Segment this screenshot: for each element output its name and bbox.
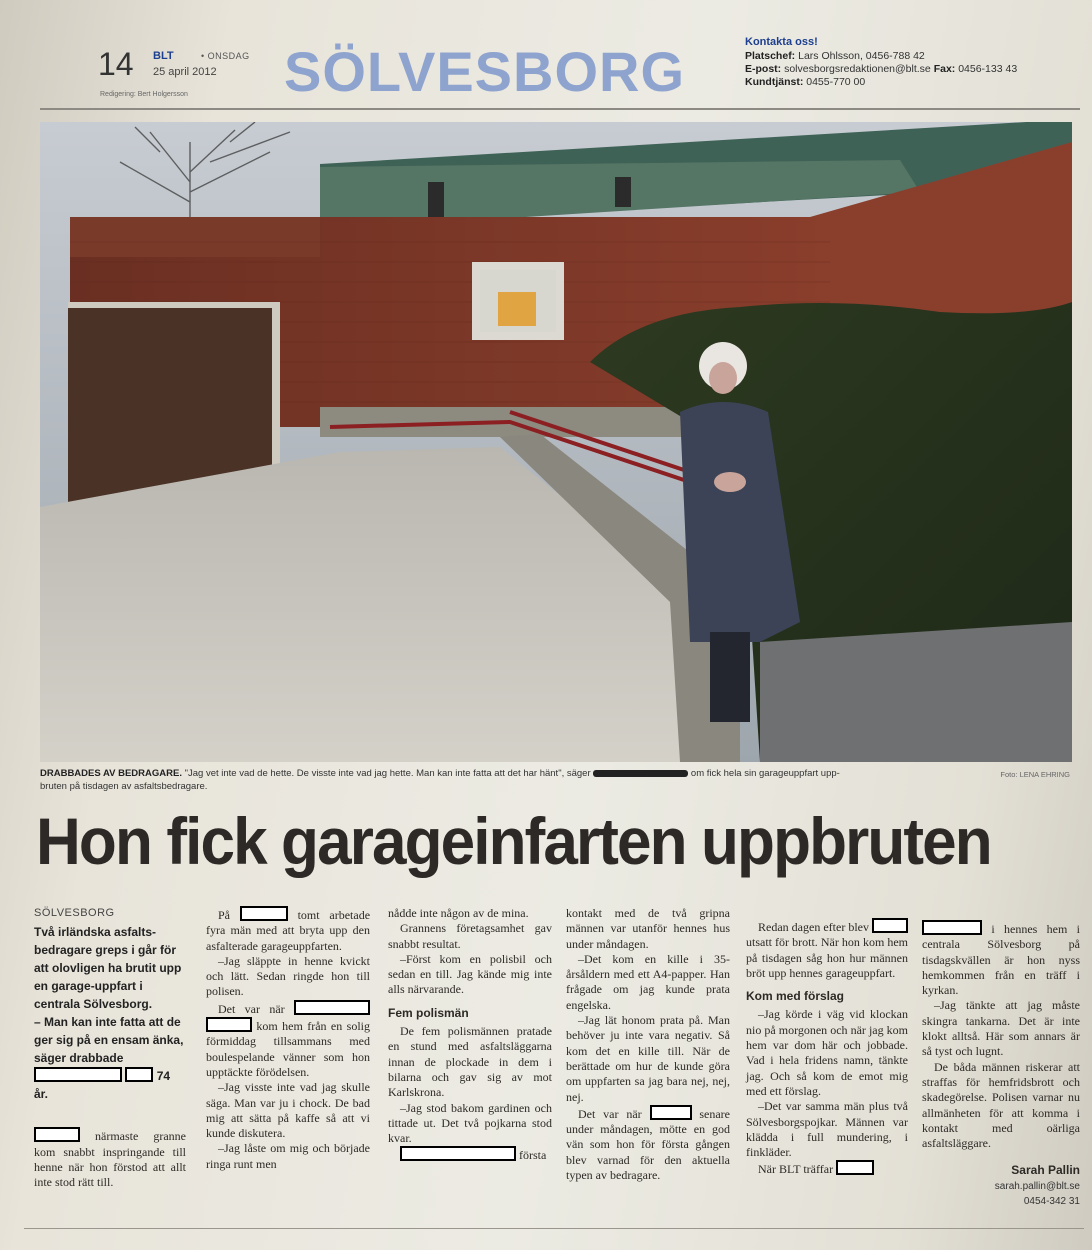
photo-caption: [40, 768, 1070, 794]
redacted-name: [400, 1146, 516, 1161]
redaction-scribble: [593, 770, 688, 777]
paragraph: När BLT träffar: [746, 1160, 908, 1177]
caption-line2: bruten på tisdagen av asfaltsbedragare.: [40, 780, 208, 792]
paragraph: De fem polismännen pratade en stund med asfaltsläggarna innan de plockade in dem i bilarna och gav sig av mot Karlskrona.: [388, 1024, 552, 1100]
paragraph: första: [388, 1146, 552, 1163]
paragraph: –Jag stod bakom gardinen och tittade ut. Det två pojkarna stod kvar.: [388, 1100, 552, 1146]
paragraph: På tomt arbetade fyra män med att bryta upp den asfalterade garageuppfarten.: [206, 908, 371, 953]
paragraph: –Det var samma män plus två Sölvesborgspojkar. Männen var klädda i full mundering, i finkläder.: [746, 1099, 908, 1160]
author-phone: 0454-342 31: [1023, 1196, 1080, 1208]
caption-text-after: om fick hela sin garageuppfart upp-: [690, 768, 840, 779]
editor-credit: Redigering: Bert Holgersson: [100, 91, 188, 98]
subheading: Fem polismän: [388, 1005, 469, 1020]
redacted-name: [206, 1017, 252, 1032]
issue-date: 25 april 2012: [153, 66, 217, 78]
paragraph: Det var när senare under måndagen, mötte en god vän som hon för första gången blev varnad för den aktuella typen av bedragare.: [566, 1106, 730, 1183]
lead-quote: – Man kan inte fatta att de ger sig på en ensam änka, säger drabbade 74 år.: [34, 1015, 184, 1102]
paragraph: De båda männen riskerar att straffas för hemfridsbrott och skadegörelse. Polisen varnar nu allmänheten för att komma i kontakt med oärliga asfaltsläggare.: [922, 1059, 1080, 1151]
paragraph: Det var när kom hem från en solig förmiddag tillsammans med boulespelande vänner som hon upptäckte förödelsen.: [206, 1001, 370, 1079]
paragraph: –Först kom en polisbil och sedan en till. Jag kände mig inte alls närvarande.: [388, 951, 552, 997]
contact-epost: E-post: solvesborgsredaktionen@blt.se Fax: 0456-133 43: [745, 63, 1018, 75]
caption-text: "Jag vet inte vad de hette. De visste inte vad jag hette. Man kan inte fatta att det har hänt", säger: [184, 768, 591, 779]
photo-credit: Foto: LENA EHRING: [1000, 770, 1070, 779]
redacted-name: [34, 1127, 80, 1142]
caption-label: DRABBADES AV BEDRAGARE.: [40, 768, 182, 779]
redacted-name: [836, 1160, 874, 1175]
paragraph: Redan dagen efter blev utsatt för brott. När hon kom hem på tisdagen såg hon hur männen bröt upp hennes garageuppfart.: [746, 920, 908, 980]
article-column-6: [922, 920, 1080, 1209]
lead-text: Två irländska asfalts-bedragare greps i går för att olovligen ha brutit upp en garage-uppfart i centrala Sölvesborg.: [34, 925, 182, 1012]
article-photo: [40, 122, 1072, 762]
redacted-name: [240, 906, 288, 921]
article-column-2: [206, 906, 370, 1172]
article-column-3: [388, 906, 552, 1164]
paragraph: –Det kom en kille i 35-årsåldern med ett A4-papper. Han frågade om jag kunde prata engelska.: [566, 951, 730, 1012]
paragraph: kontakt med de två gripna männen var utanför hennes hus under måndagen.: [566, 906, 730, 951]
redacted-name: [294, 1000, 370, 1015]
paragraph: Grannens företagsamhet gav snabbt resultat.: [388, 921, 552, 951]
paragraph: –Jag låste om mig och började ringa runt men: [206, 1141, 370, 1171]
page-number: 14: [98, 46, 134, 82]
redacted-name: [872, 918, 908, 933]
contact-title: Kontakta oss!: [745, 36, 818, 48]
contact-platschef: Platschef: Lars Ohlsson, 0456-788 42: [745, 50, 925, 62]
paragraph: –Jag körde i väg vid klockan nio på morgonen och när jag kom hem var dom här och jobbade. Vad i hela fridens namn, tänkte jag. Och så kom de emot mig med ett förslag.: [746, 1007, 908, 1098]
article-column-1: [34, 906, 186, 1190]
dateline: SÖLVESBORG: [34, 907, 115, 919]
paragraph: –Jag tänkte att jag måste skingra tankarna. Det är inte klokt alltså. Här som annars är så tyst och lugnt.: [922, 998, 1080, 1059]
header-rule: [40, 108, 1080, 110]
section-title: SÖLVESBORG: [284, 40, 686, 103]
paragraph: –Jag lät honom prata på. Man behöver ju inte vara negativ. Så kom det en kille till. När de berättade om hur de kunde göra om uppfarten sa jag bara nej, nej, nej.: [566, 1013, 730, 1104]
paragraph: –Jag visste inte vad jag skulle säga. Man var ju i chock. De bad mig att sätta på kaffe så att vi kunde diskutera.: [206, 1080, 370, 1141]
article-column-5: [746, 918, 908, 1178]
article-column-4: [566, 906, 730, 1183]
contact-kundtjanst: Kundtjänst: 0455-770 00: [745, 76, 866, 88]
redacted-name: [34, 1067, 122, 1082]
author-email: sarah.pallin@blt.se: [994, 1180, 1080, 1192]
redacted-name: [922, 920, 982, 935]
weekday: • ONSDAG: [201, 51, 250, 61]
paragraph: –Jag släppte in henne kvickt och lätt. Sedan ringde hon till polisen.: [206, 953, 370, 999]
subheading: Kom med förslag: [746, 989, 845, 1004]
redacted-name: [650, 1105, 692, 1120]
paragraph: i hennes hem i centrala Sölvesborg på tisdagskvällen är hon nyss hemkommen från en träff i kyrkan.: [922, 922, 1081, 998]
headline: Hon fick garageinfarten uppbruten: [36, 804, 991, 878]
paragraph: nådde inte någon av de mina.: [388, 906, 529, 920]
byline: Sarah Pallin: [1011, 1163, 1080, 1178]
bottom-rule: [24, 1228, 1084, 1229]
paper-logo: BLT: [153, 50, 174, 62]
paragraph: närmaste granne kom snabbt inspringande till henne när hon förstod att allt inte stod rätt till.: [34, 1129, 186, 1190]
redacted-name: [125, 1067, 153, 1082]
